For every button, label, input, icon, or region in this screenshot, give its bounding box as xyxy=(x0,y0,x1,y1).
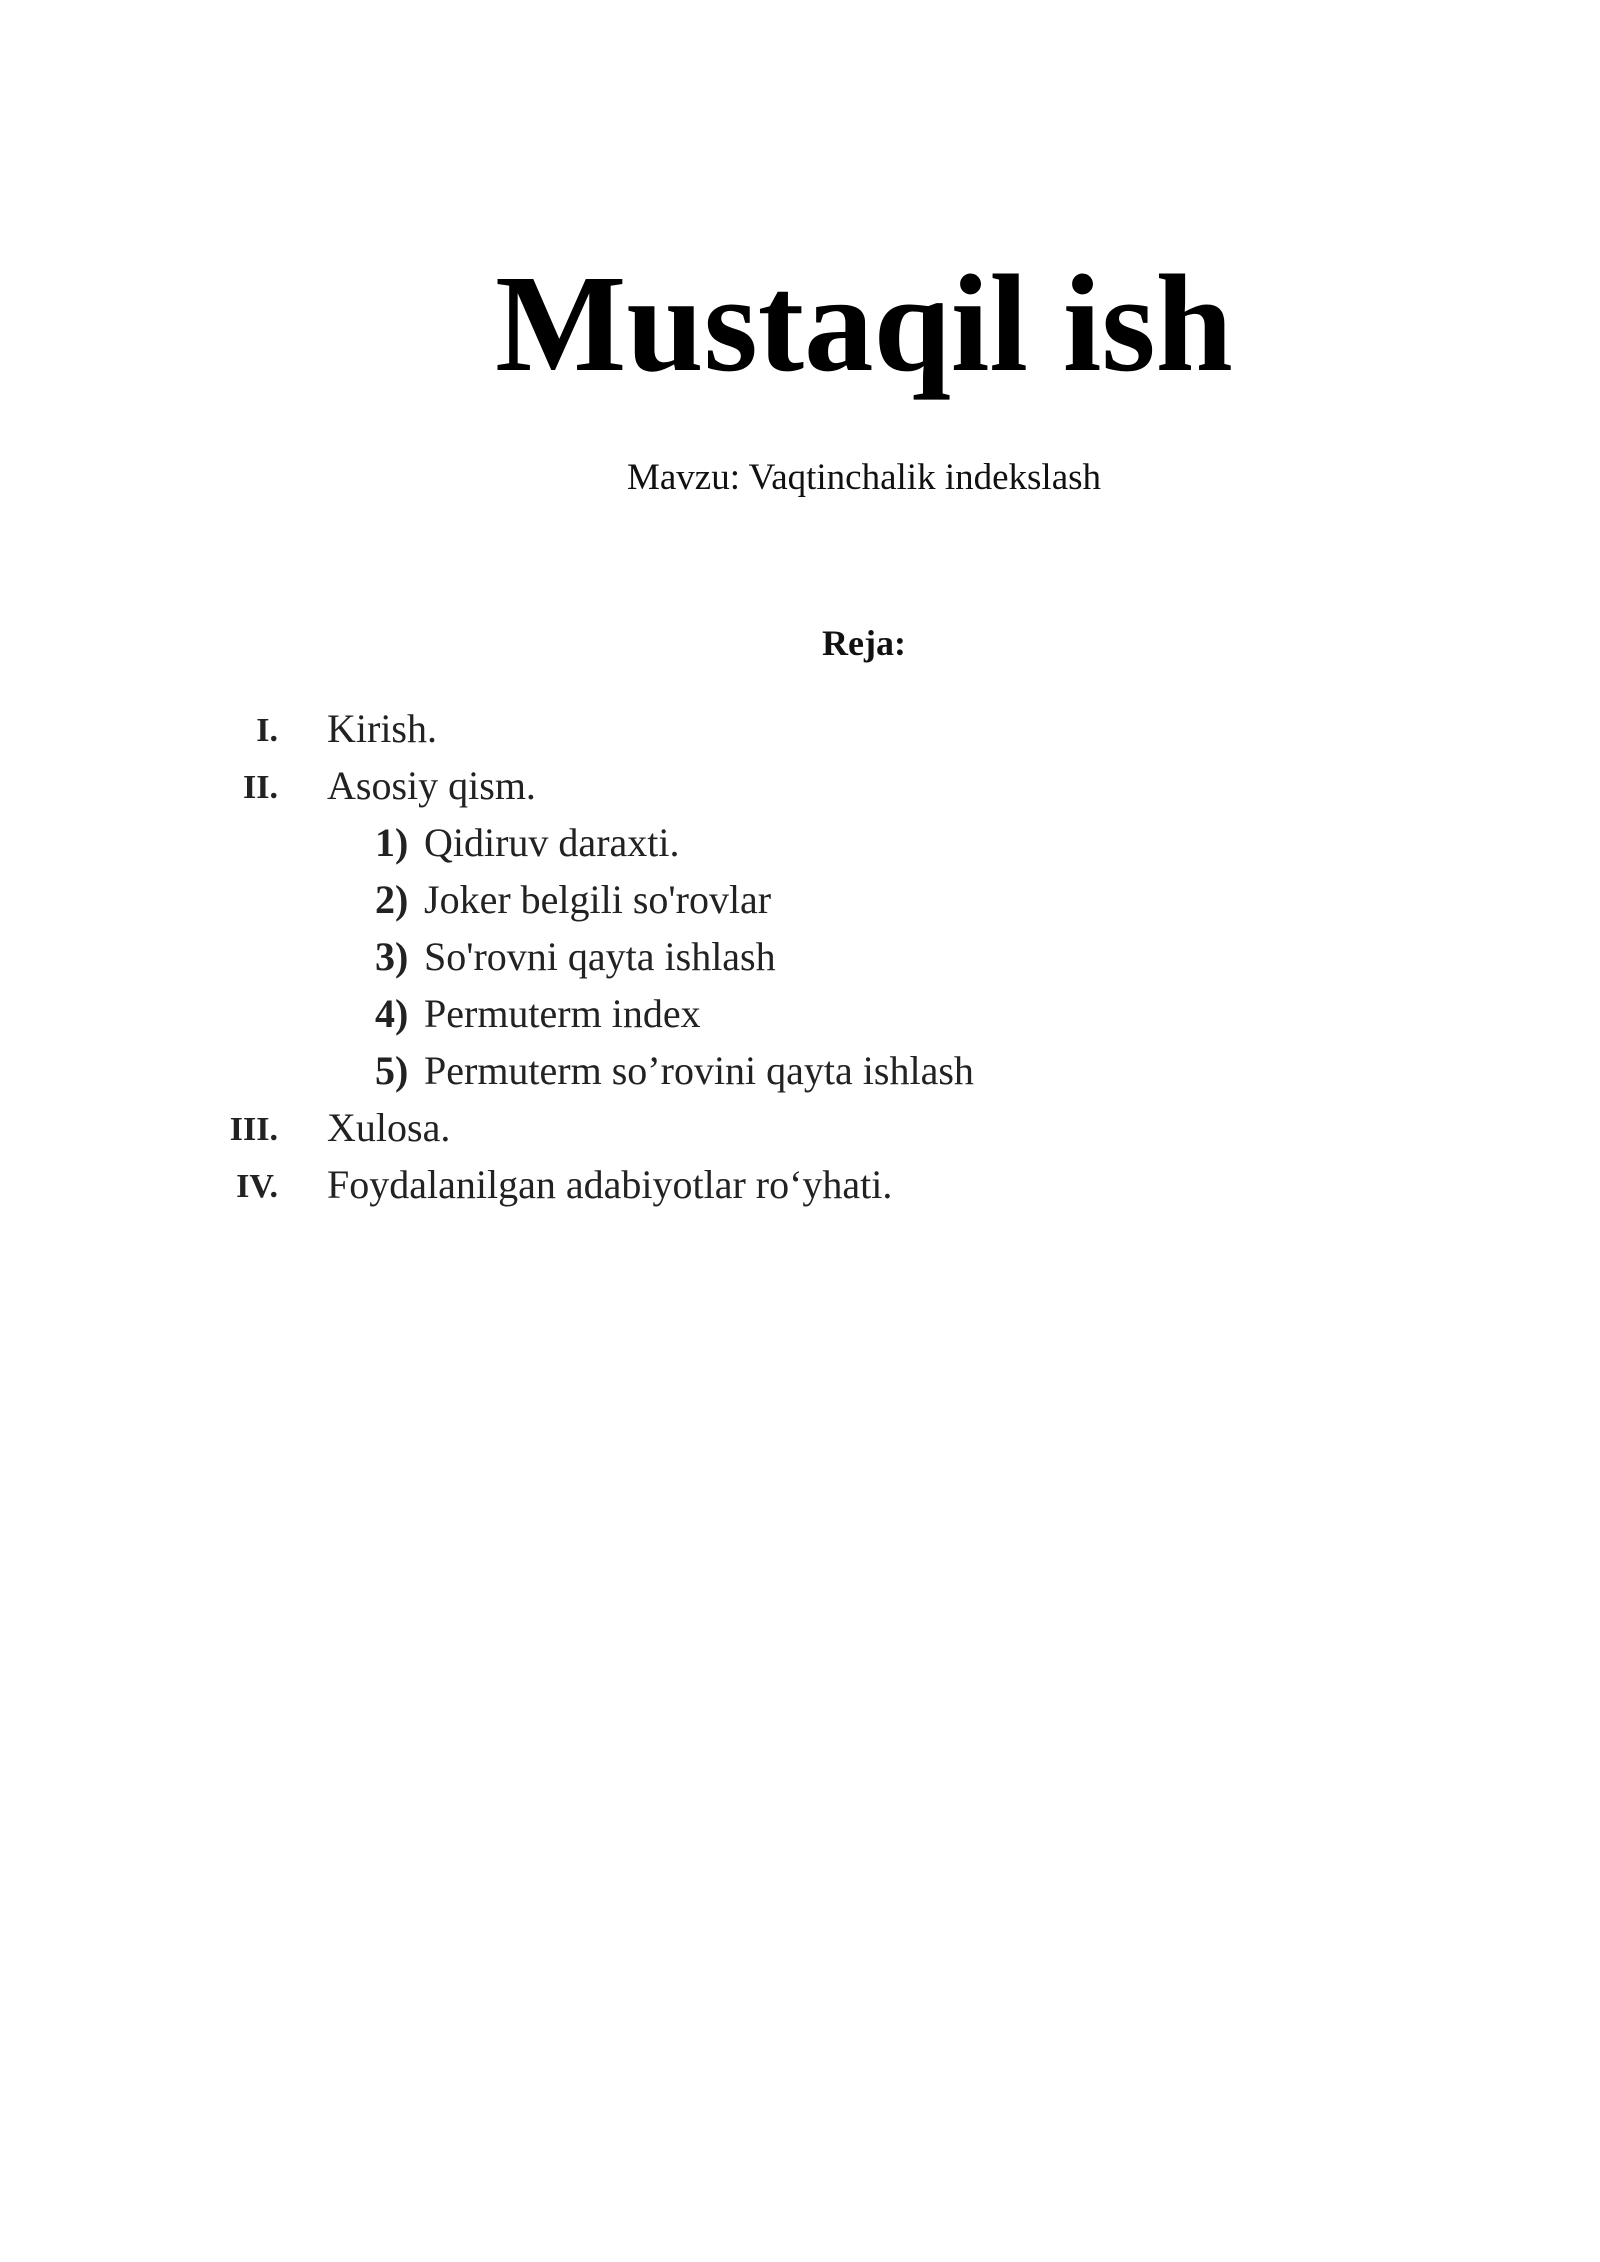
outline-item-3 xyxy=(0,1099,1600,1156)
sub-item-number: 5) xyxy=(375,1048,409,1093)
outline-item-1 xyxy=(0,700,1600,757)
outline-numeral: II. xyxy=(243,769,278,806)
outline-item-text: Xulosa. xyxy=(327,1105,451,1150)
outline-item-text: Foydalanilgan adabiyotlar ro‘yhati. xyxy=(327,1162,893,1207)
outline-numeral: IV. xyxy=(236,1168,278,1205)
sub-item-number: 1) xyxy=(375,820,409,865)
outline-numeral: I. xyxy=(256,712,278,749)
sub-item-3 xyxy=(0,928,1600,985)
outline-item-2 xyxy=(0,757,1600,814)
outline-item-4 xyxy=(0,1156,1600,1213)
sub-item-2 xyxy=(0,871,1600,928)
document-subtitle: Mavzu: Vaqtinchalik indekslash xyxy=(626,457,1102,498)
sub-item-text: Joker belgili so'rovlar xyxy=(424,877,772,922)
sub-item-text: So'rovni qayta ishlash xyxy=(424,934,776,979)
outline-item-text: Asosiy qism. xyxy=(327,763,536,808)
sub-item-5 xyxy=(0,1042,1600,1099)
outline-numeral: III. xyxy=(229,1111,278,1148)
sub-item-text: Permuterm so’rovini qayta ishlash xyxy=(424,1048,974,1093)
sub-item-number: 2) xyxy=(375,877,409,922)
plan-heading: Reja: xyxy=(822,623,906,663)
outline-item-text: Kirish. xyxy=(327,706,437,751)
plan-outline xyxy=(0,700,1600,1213)
document-title: Mustaqil ish xyxy=(495,247,1233,401)
sub-item-1 xyxy=(0,814,1600,871)
sub-item-text: Qidiruv daraxti. xyxy=(424,820,680,865)
sub-item-text: Permuterm index xyxy=(424,991,701,1036)
sub-item-number: 4) xyxy=(375,991,409,1036)
sub-item-4 xyxy=(0,985,1600,1042)
sub-item-number: 3) xyxy=(375,934,409,979)
